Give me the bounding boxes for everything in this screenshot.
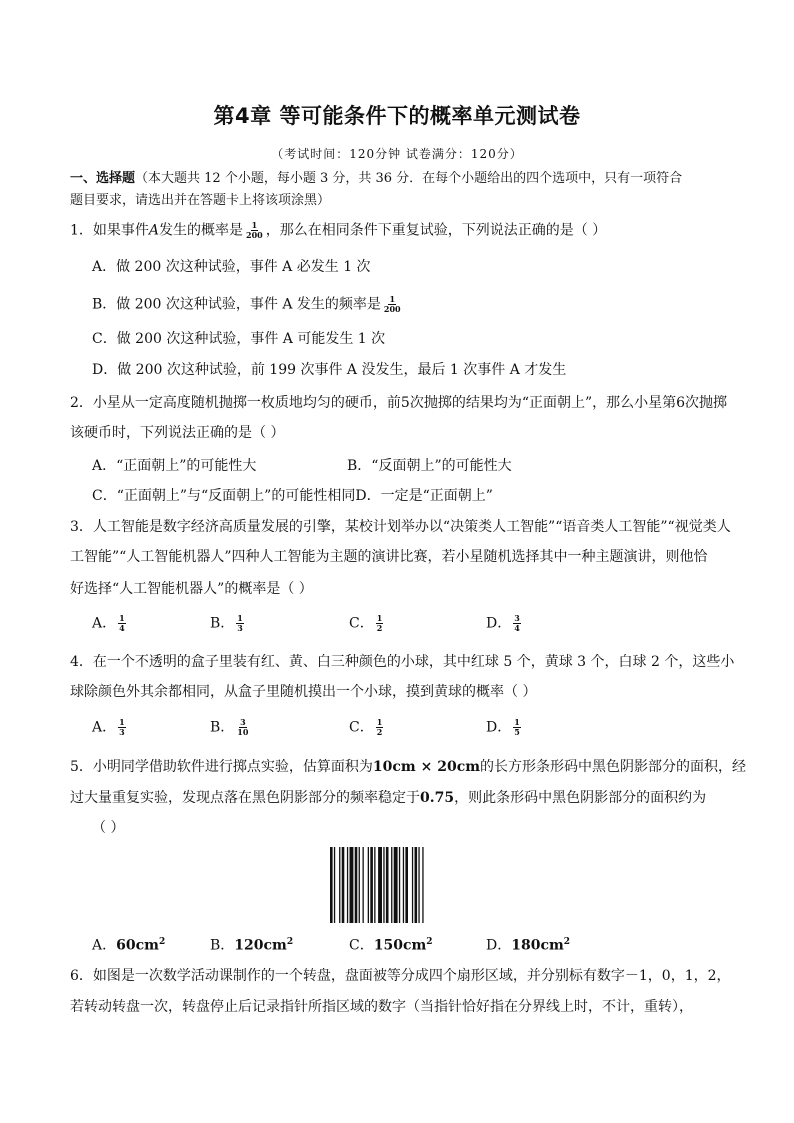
section-desc-line1: （本大题共 12 个小题，每小题 3 分，共 36 分．在每个小题给出的四个选项中，只有一项符合	[135, 171, 683, 186]
q3-option-b: B． $\frac{1}{3}$	[210, 613, 243, 633]
barcode-bar	[399, 847, 400, 923]
barcode-bar	[378, 847, 382, 923]
q3-stem-line2: 工智能”“人工智能机器人”四种人工智能为主题的演讲比赛，若小星随机选择其中一种主题演讲，则他恰	[70, 549, 708, 565]
q3-option-a: A． $\frac{1}{4}$	[92, 613, 125, 633]
q3-stem-line1: 3．人工智能是数字经济高质量发展的引擎，某校计划举办以“决策类人工智能”“语音类人工智能”“视觉类人	[70, 519, 731, 535]
q6-stem-line1: 6．如图是一次数学活动课制作的一个转盘，盘面被等分成四个扇形区域，并分别标有数字－1，0，1，2，	[70, 968, 731, 984]
barcode-bar	[418, 847, 419, 923]
q3-stem-line3: 好选择“人工智能机器人”的概率是（ ）	[70, 581, 313, 597]
q5-stem-line1: 5．小明同学借助软件进行掷点实验，估算面积为10cm × 20cm的长方形条形码中黑色阴影部分的面积，经	[70, 759, 747, 775]
barcode-bar	[347, 847, 348, 923]
q1-option-a: A．做 200 次这种试验，事件 A 必发生 1 次	[92, 259, 371, 275]
barcode-bar	[412, 847, 413, 923]
q1-option-d: D．做 200 次这种试验，前 199 次事件 A 没发生，最后 1 次事件 A 才发生	[92, 362, 567, 378]
barcode-image	[330, 847, 486, 923]
q4-option-b: B． $\frac{3}{10}$	[210, 717, 249, 737]
barcode-bar	[342, 847, 345, 923]
q1-option-c: C．做 200 次这种试验，事件 A 可能发生 1 次	[92, 331, 386, 347]
q2-option-a: A．“正面朝上”的可能性大	[92, 458, 257, 474]
q5-option-c: C．$150cm^2$	[349, 937, 433, 954]
q4-option-a: A． $\frac{1}{3}$	[92, 717, 125, 737]
q1-option-b-fraction: $\frac{1}{200}$	[383, 294, 401, 314]
barcode-bar	[359, 847, 360, 923]
q6-stem-line2: 若转动转盘一次，转盘停止后记录指针所指区域的数字（当指针恰好指在分界线上时，不计，重转），	[70, 999, 693, 1015]
q3-option-c: C． $\frac{1}{2}$	[349, 613, 383, 633]
barcode-bar	[350, 847, 354, 923]
page-title: 第4章 等可能条件下的概率单元测试卷	[213, 104, 581, 128]
q4-option-d: D． $\frac{1}{5}$	[486, 717, 520, 737]
q2-stem-line2: 该硬币时，下列说法正确的是（ ）	[70, 425, 285, 441]
barcode-bar	[355, 847, 358, 923]
barcode-bar	[374, 847, 375, 923]
barcode-bar	[383, 847, 384, 923]
q4-stem-line1: 4．在一个不透明的盒子里装有红、黄、白三种颜色的小球，其中红球 5 个，黄球 3 个，白球 2 个，这些小	[70, 654, 735, 670]
q2-option-d: D．一定是“正面朝上”	[355, 488, 493, 504]
barcode-bar	[394, 847, 398, 923]
barcode-bar	[391, 847, 392, 923]
barcode-bar	[330, 847, 333, 923]
section-heading	[70, 170, 682, 188]
barcode-bar	[334, 847, 335, 923]
q5-option-b: B．$120cm^2$	[210, 937, 294, 954]
q4-option-c: C． $\frac{1}{2}$	[349, 717, 383, 737]
q5-stem-line2: 过大量重复实验，发现点落在黑色阴影部分的频率稳定于0.75，则此条形码中黑色阴影部分的面积约为	[70, 790, 707, 806]
q3-option-d: D． $\frac{3}{4}$	[486, 613, 520, 633]
barcode-bar	[415, 847, 418, 923]
q2-option-b: B．“反面朝上”的可能性大	[347, 458, 512, 474]
barcode-bar	[370, 847, 373, 923]
q5-stem-line3: （ ）	[92, 820, 125, 836]
q1-stem: 1．如果事件A发生的概率是 $\frac{1}{200}$ ，那么在相同条件下重复试验，下列说法正确的是（ ）	[70, 220, 607, 240]
q1-option-b: B．做 200 次这种试验，事件 A 发生的频率是 $\frac{1}{200}$	[92, 294, 401, 314]
barcode-bar	[339, 847, 340, 923]
barcode-bar	[403, 847, 404, 923]
barcode-bar	[368, 847, 369, 923]
q5-option-a: A．$60cm^2$	[92, 937, 166, 954]
q2-option-c: C．“正面朝上”与“反面朝上”的可能性相同D．一定是“正面朝上”	[92, 488, 493, 504]
section-desc-line2: 题目要求，请选出并在答题卡上将该项涂黑）	[70, 193, 331, 208]
barcode-bar	[405, 847, 408, 923]
q1-fraction: $\frac{1}{200}$	[246, 220, 263, 240]
q5-option-d: D．$180cm^2$	[486, 937, 571, 954]
q2-stem-line1: 2．小星从一定高度随机抛掷一枚质地均匀的硬币，前5次抛掷的结果均为“正面朝上”，那么小星第6次抛掷	[70, 395, 728, 411]
barcode-bar	[386, 847, 389, 923]
barcode-bar	[422, 847, 423, 923]
barcode-bar	[363, 847, 364, 923]
exam-info: （考试时间：120分钟 试卷满分：120分）	[271, 147, 523, 161]
section-title: 一、选择题	[70, 171, 136, 186]
q4-stem-line2: 球除颜色外其余都相同，从盒子里随机摸出一个小球，摸到黄球的概率（ ）	[70, 684, 537, 700]
